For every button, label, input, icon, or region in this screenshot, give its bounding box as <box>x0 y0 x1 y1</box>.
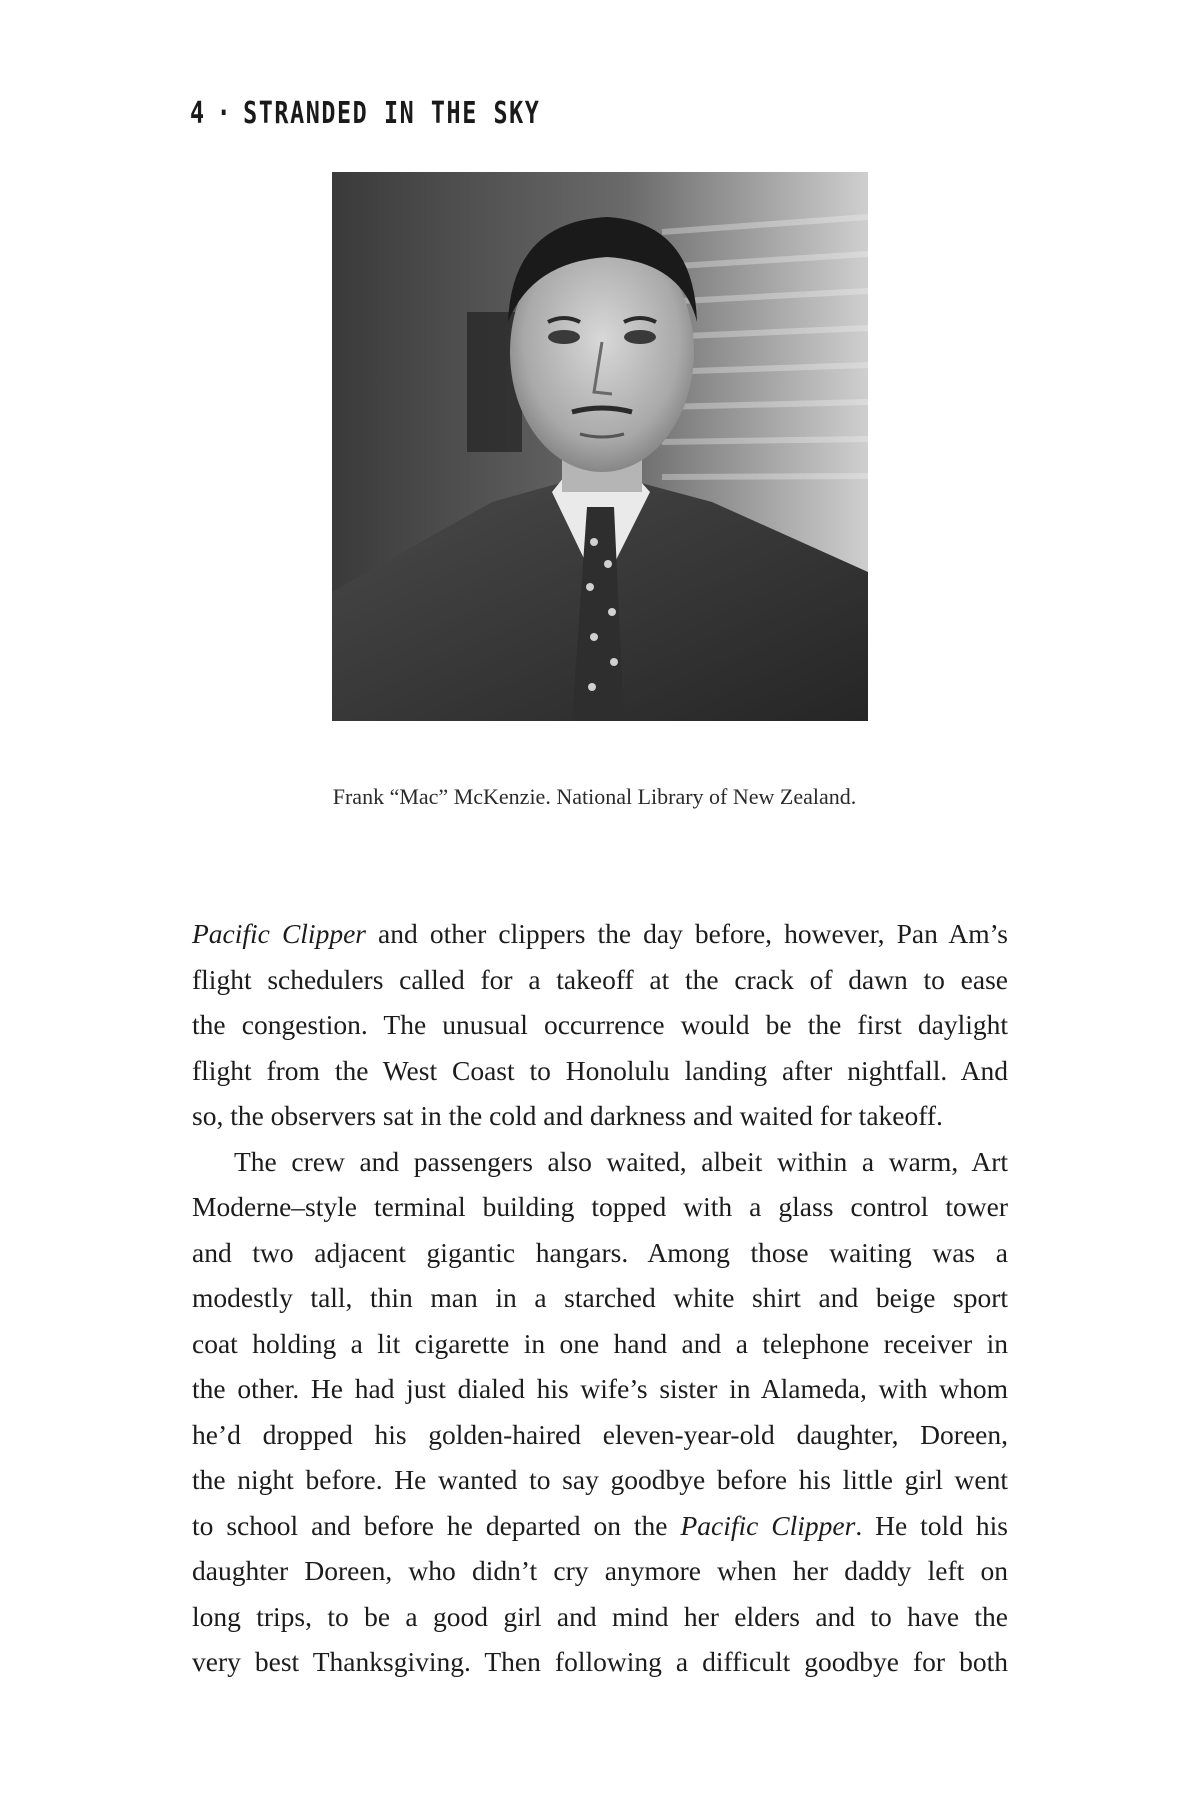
italic-title: Pacific Clipper <box>680 1509 856 1541</box>
text-run: the congestion. The unusual occurrence would be the first daylight <box>192 1009 1008 1040</box>
text-run: long trips, to be a good girl and mind her elders and to have the <box>192 1600 1008 1632</box>
text-run: and two adjacent gigantic hangars. Among those waiting was a <box>192 1236 1008 1268</box>
book-title: STRANDED IN THE SKY <box>243 96 541 131</box>
text-line <box>192 1639 1008 1685</box>
text-line <box>192 1048 1008 1094</box>
portrait-photo <box>332 172 868 721</box>
text-run: he’d dropped his golden-haired eleven-year-old daughter, Doreen, <box>192 1418 1008 1450</box>
text-line <box>192 957 1008 1003</box>
text-line <box>192 1321 1008 1367</box>
text-line <box>192 1184 1008 1230</box>
text-line <box>192 1002 1008 1048</box>
text-run: coat holding a lit cigarette in one hand and a telephone receiver in <box>192 1327 1008 1359</box>
body-text <box>192 911 1008 1685</box>
text-line <box>192 1093 1008 1139</box>
paragraph-2 <box>192 1139 1008 1685</box>
text-run: flight schedulers called for a takeoff at the crack of dawn to ease <box>192 963 1008 995</box>
text-line <box>192 1503 1008 1549</box>
italic-title: Pacific Clipper <box>192 918 366 949</box>
page-number: 4 <box>190 96 206 131</box>
text-run: daughter Doreen, who didn’t cry anymore when her daddy left on <box>192 1555 1008 1586</box>
text-run: . He told his <box>855 1509 1008 1541</box>
text-run: so, the observers sat in the cold and darkness and waited for takeoff. <box>192 1100 943 1131</box>
text-line <box>192 1412 1008 1458</box>
text-run: Moderne–style terminal building topped with a glass control tower <box>192 1191 1008 1222</box>
text-run: flight from the West Coast to Honolulu landing after nightfall. And <box>192 1054 1008 1086</box>
paragraph-1 <box>192 911 1008 1139</box>
text-run: modestly tall, thin man in a starched white shirt and beige sport <box>192 1282 1008 1313</box>
text-line <box>192 1457 1008 1503</box>
text-run: The crew and passengers also waited, albeit within a warm, Art <box>234 1145 1008 1177</box>
text-line <box>192 1139 1008 1185</box>
text-line <box>192 1230 1008 1276</box>
figure-caption: Frank “Mac” McKenzie. National Library of New Zealand. <box>332 784 857 809</box>
running-head <box>190 96 540 131</box>
text-line <box>192 1275 1008 1321</box>
header-separator: · <box>216 96 233 131</box>
text-run: very best Thanksgiving. Then following a difficult goodbye for both <box>192 1646 1008 1677</box>
text-run: the night before. He wanted to say goodbye before his little girl went <box>192 1464 1008 1495</box>
text-line <box>192 1594 1008 1640</box>
text-line <box>192 911 1008 957</box>
text-run: to school and before he departed on the <box>192 1509 681 1541</box>
text-run: the other. He had just dialed his wife’s sister in Alameda, with whom <box>192 1373 1008 1404</box>
text-run: and other clippers the day before, however, Pan Am’s <box>365 918 1008 949</box>
text-line <box>192 1548 1008 1594</box>
text-line <box>192 1366 1008 1412</box>
